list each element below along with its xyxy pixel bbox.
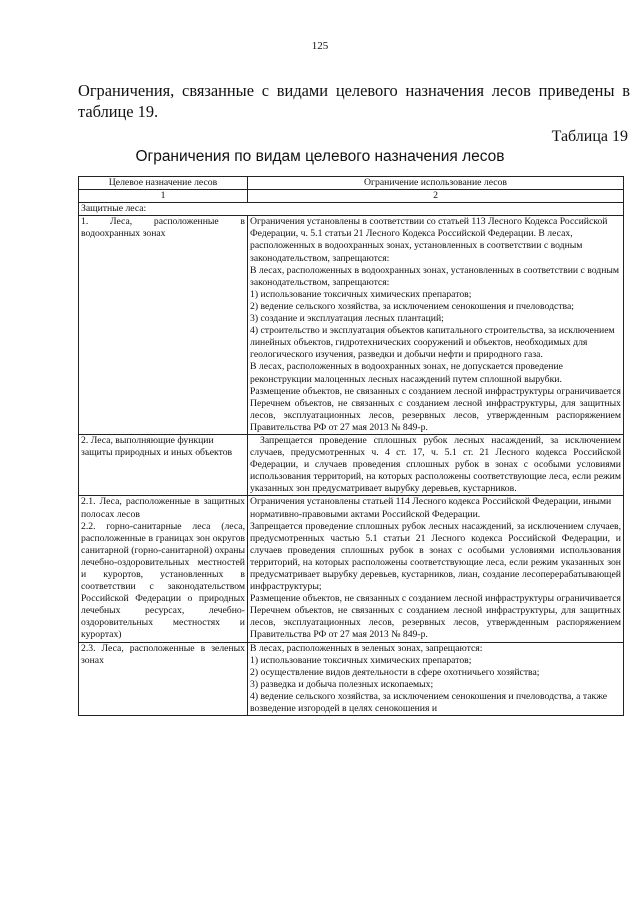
row-purpose: 1. Леса, расположенные в водоохранных зонах <box>79 216 248 435</box>
restriction-line: 2) осуществление видов деятельности в сфере охотничьего хозяйства; <box>250 666 540 678</box>
restriction-line: 3) создание и эксплуатация лесных плантаций; <box>250 313 444 325</box>
restriction-line: Ограничения установлены в соответствии со статьей 113 Лесного Кодекса Российской Федерации, ч. 5.1 статьи 21 Лесного Кодекса Российской Федерации. В лесах, расположенных в водоохранных зонах, установленных в соответствии с водным законодательством, запрещаются: <box>250 216 608 264</box>
restriction-line: Размещение объектов, не связанных с созданием лесной инфраструктуры ограничивается Перечнем объектов, не связанных с созданием лесной инфраструктуры, для защитных лесов, эксплуатационных лесов, резервных лесов, утвержденным распоряжением Правительства РФ от 27 мая 2013 № 849-р. <box>250 385 621 433</box>
row-purpose: 2. Леса, выполняющие функции защиты природных и иных объектов <box>79 434 248 495</box>
row-purpose: 2.3. Леса, расположенные в зеленых зонах <box>79 642 248 716</box>
page-number: 125 <box>311 40 329 52</box>
restriction-line: Запрещается проведение сплошных рубок лесных насаждений, за исключением случаев, предусмотренных частью 5.1 статьи 21 Лесного кодекса Российской Федерации, и случаев проведения сплошных рубок в зонах с особыми условиями использования территорий, на которых расположены соответствующие леса, если режим указанных зон предусматривает вырубку деревьев, кустарников, лиан, создание лесоперерабатывающей инфраструктуры; <box>250 520 621 593</box>
table-row <box>79 216 624 435</box>
row-restriction <box>248 216 624 435</box>
header-purpose: Целевое назначение лесов <box>79 177 248 190</box>
restrictions-table <box>78 176 624 716</box>
column-number-1: 1 <box>79 190 248 203</box>
restriction-line: 4) строительство и эксплуатация объектов капитального строительства, за исключением линейных объектов, гидротехнических сооружений и объектов, необходимых для геологического изучения, разведки и добычи нефти и природного газа. <box>250 325 615 361</box>
row-restriction <box>248 496 624 642</box>
row-restriction <box>248 642 624 716</box>
restriction-line: В лесах, расположенных в водоохранных зонах, не допускается проведение реконструкции малоценных лесных насаждений путем сплошной вырубки. <box>250 361 563 385</box>
intro-paragraph: Ограничения, связанные с видами целевого назначения лесов приведены в таблице 19. <box>78 81 630 121</box>
table-header-row <box>79 177 624 190</box>
table-row <box>79 434 624 495</box>
row-restriction <box>248 434 624 495</box>
header-restriction: Ограничение использование лесов <box>248 177 624 190</box>
restriction-line: В лесах, расположенных в зеленых зонах, запрещаются: <box>250 642 483 654</box>
restriction-line: Размещение объектов, не связанных с созданием лесной инфраструктуры ограничивается Перечнем объектов, не связанных с созданием лесной инфраструктуры, для защитных лесов, эксплуатационных лесов, резервных лесов, утвержденным распоряжением Правительства РФ от 27 мая 2013 № 849-р. <box>250 593 621 641</box>
restriction-line: 3) разведка и добыча полезных ископаемых; <box>250 678 434 690</box>
restriction-line: Запрещается проведение сплошных рубок лесных насаждений, за исключением случаев, предусмотренных ч. 4 ст. 17, ч. 5.1 ст. 21 Лесного кодекса Российской Федерации, и случаев проведения сплошных рубок в зонах с особыми условиями использования территорий, на которых расположены соответствующие леса, если режим указанных зон предусматривает вырубку деревьев, кустарников. <box>250 434 621 495</box>
restriction-line: 2) ведение сельского хозяйства, за исключением сенокошения и пчеловодства; <box>250 300 574 312</box>
column-number-2: 2 <box>248 190 624 203</box>
table-number-row <box>79 190 624 203</box>
row-purpose: 2.1. Леса, расположенные в защитных полосах лесов 2.2. горно-санитарные леса (леса, расположенные в границах зон округов санитарной (горно-санитарной) охраны лечебно-оздоровительных местностей и курортов, установленных в соответствии с законодательством Российской Федерации о природных лечебных ресурсах, лечебно-оздоровительных местностях и курортах) <box>79 496 248 642</box>
restriction-line: В лесах, расположенных в водоохранных зонах, установленных в соответствии с водным законодательством, запрещаются: <box>250 264 620 288</box>
restriction-line: 4) ведение сельского хозяйства, за исключением сенокошения и пчеловодства, а также возведение изгородей в целях сенокошения и <box>250 690 608 715</box>
table-row <box>79 642 624 716</box>
table-label: Таблица 19 <box>551 128 628 145</box>
restriction-line: Ограничения установлены статьей 114 Лесного кодекса Российской Федерации, иными нормативно-правовыми актами Российской Федерации. <box>250 496 612 520</box>
restriction-line: 1) использование токсичных химических препаратов; <box>250 288 472 300</box>
table-row <box>79 496 624 642</box>
section-row <box>79 203 624 216</box>
table-title: Ограничения по видам целевого назначения лесов <box>135 148 505 165</box>
restriction-line: 1) использование токсичных химических препаратов; <box>250 654 472 666</box>
section-label: Защитные леса: <box>79 203 624 216</box>
